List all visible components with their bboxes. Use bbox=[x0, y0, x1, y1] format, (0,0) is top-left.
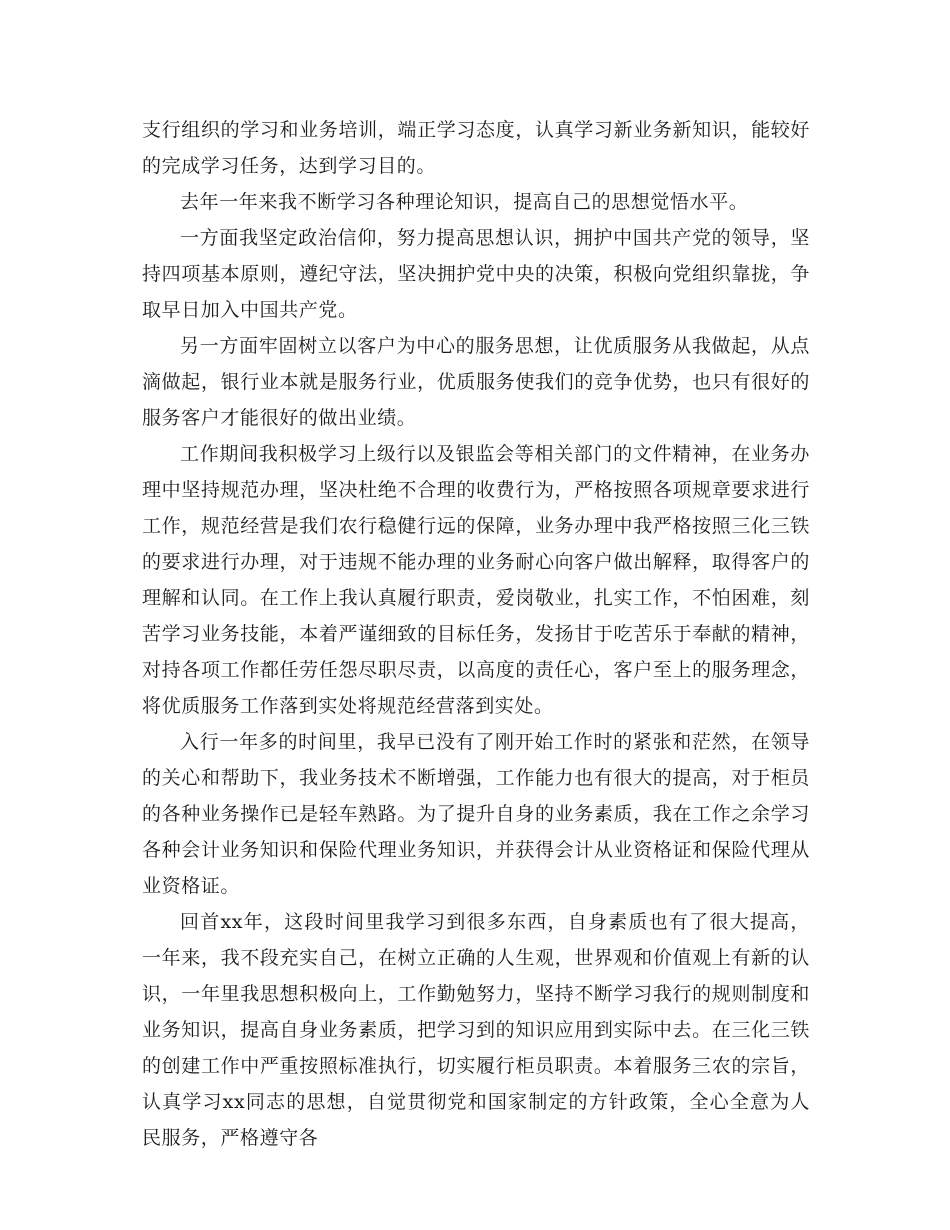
paragraph-2: 去年一年来我不断学习各种理论知识，提高自己的思想觉悟水平。 bbox=[180, 191, 749, 213]
paragraph-4: 另一方面牢固树立以客户为中心的服务思想，让优质服务从我做起，从点滴做起，银行业本就是服务行业，优质服务使我们的竞争优势，也只有很好的服务客户才能很好的做出业绩。 bbox=[142, 335, 810, 429]
paragraph-5: 工作期间我积极学习上级行以及银监会等相关部门的文件精神，在业务办理中坚持规范办理，坚决杜绝不合理的收费行为，严格按照各项规章要求进行工作，规范经营是我们农行稳健行远的保障，业务办理中我严格按照三化三铁的要求进行办理，对于违规不能办理的业务耐心向客户做出解释，取得客户的理解和认同。在工作上我认真履行职责，爱岗敬业，扎实工作，不怕困难，刻苦学习业务技能，本着严谨细致的目标任务，发扬甘于吃苦乐于奉献的精神，对持各项工作都任劳任怨尽职尽责，以高度的责任心，客户至上的服务理念，将优质服务工作落到实处将规范经营落到实处。 bbox=[142, 443, 810, 717]
paragraph-3: 一方面我坚定政治信仰，努力提高思想认识，拥护中国共产党的领导，坚持四项基本原则，遵纪守法，坚决拥护党中央的决策，积极向党组织靠拢，争取早日加入中国共产党。 bbox=[142, 227, 810, 321]
paragraph-1: 支行组织的学习和业务培训，端正学习态度，认真学习新业务新知识，能较好的完成学习任务，达到学习目的。 bbox=[142, 119, 810, 177]
paragraph-6: 入行一年多的时间里，我早已没有了刚开始工作时的紧张和茫然，在领导的关心和帮助下，我业务技术不断增强，工作能力也有很大的提高，对于柜员的各种业务操作已是轻车熟路。为了提升自身的业务素质，我在工作之余学习各种会计业务知识和保险代理业务知识，并获得会计从业资格证和保险代理从业资格证。 bbox=[142, 731, 810, 897]
document-body bbox=[142, 112, 810, 1156]
paragraph-7: 回首xx年，这段时间里我学习到很多东西，自身素质也有了很大提高，一年来，我不段充实自己，在树立正确的人生观，世界观和价值观上有新的认识，一年里我思想积极向上，工作勤勉努力，坚持不断学习我行的规则制度和业务知识，提高自身业务素质，把学习到的知识应用到实际中去。在三化三铁的创建工作中严重按照标准执行，切实履行柜员职责。本着服务三农的宗旨，认真学习xx同志的思想，自觉贯彻党和国家制定的方针政策，全心全意为人民服务，严格遵守各 bbox=[142, 911, 810, 1149]
